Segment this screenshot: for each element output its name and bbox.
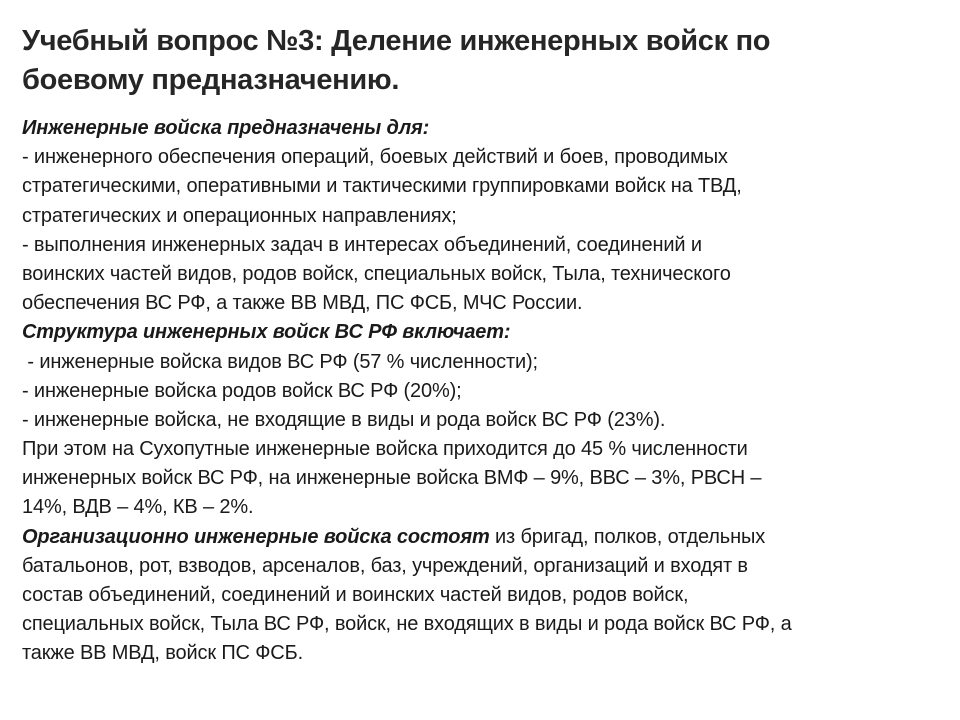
organization-line-4: специальных войск, Тыла ВС РФ, войск, не входящих в виды и рода войск ВС РФ, а [22, 613, 792, 636]
slide-body [22, 114, 942, 669]
structure-note-line-1: При этом на Сухопутные инженерные войска приходится до 45 % численности [22, 438, 748, 461]
organization-lead: Организационно инженерные войска состоят [22, 525, 490, 548]
organization-line-1-rest: из бригад, полков, отдельных [489, 525, 766, 548]
purpose-item-2-line-1: - выполнения инженерных задач в интересах объединений, соединений и [22, 233, 702, 256]
structure-note-line-3: 14%, ВДВ – 4%, КВ – 2%. [22, 496, 254, 519]
organization-line-5: также ВВ МВД, войск ПС ФСБ. [22, 642, 303, 665]
purpose-item-2-line-3: обеспечения ВС РФ, а также ВВ МВД, ПС ФСБ, МЧС России. [22, 292, 583, 315]
structure-item-2: - инженерные войска родов войск ВС РФ (20%); [22, 379, 462, 402]
structure-item-3: - инженерные войска, не входящие в виды и рода войск ВС РФ (23%). [22, 408, 666, 431]
structure-heading: Структура инженерных войск ВС РФ включает: [22, 321, 511, 344]
purpose-item-1-line-3: стратегических и операционных направлениях; [22, 204, 457, 227]
purpose-item-1-line-1: - инженерного обеспечения операций, боевых действий и боев, проводимых [22, 146, 728, 169]
organization-line-1 [22, 523, 942, 552]
purpose-heading: Инженерные войска предназначены для: [22, 117, 430, 139]
title-line-1: Учебный вопрос №3: Деление инженерных войск по [22, 25, 771, 57]
structure-note-line-2: инженерных войск ВС РФ, на инженерные войска ВМФ – 9%, ВВС – 3%, РВСН – [22, 467, 762, 490]
organization-line-3: состав объединений, соединений и воинских частей видов, родов войск, [22, 584, 689, 606]
purpose-item-2-line-2: воинских частей видов, родов войск, специальных войск, Тыла, технического [22, 262, 731, 285]
slide-title [22, 22, 922, 100]
organization-line-2: батальонов, рот, взводов, арсеналов, баз, учреждений, организаций и входят в [22, 554, 748, 577]
title-line-2: боевому предназначению. [22, 64, 400, 96]
structure-item-1: - инженерные войска видов ВС РФ (57 % численности); [22, 350, 538, 373]
purpose-item-1-line-2: стратегическими, оперативными и тактическими группировками войск на ТВД, [22, 175, 742, 198]
